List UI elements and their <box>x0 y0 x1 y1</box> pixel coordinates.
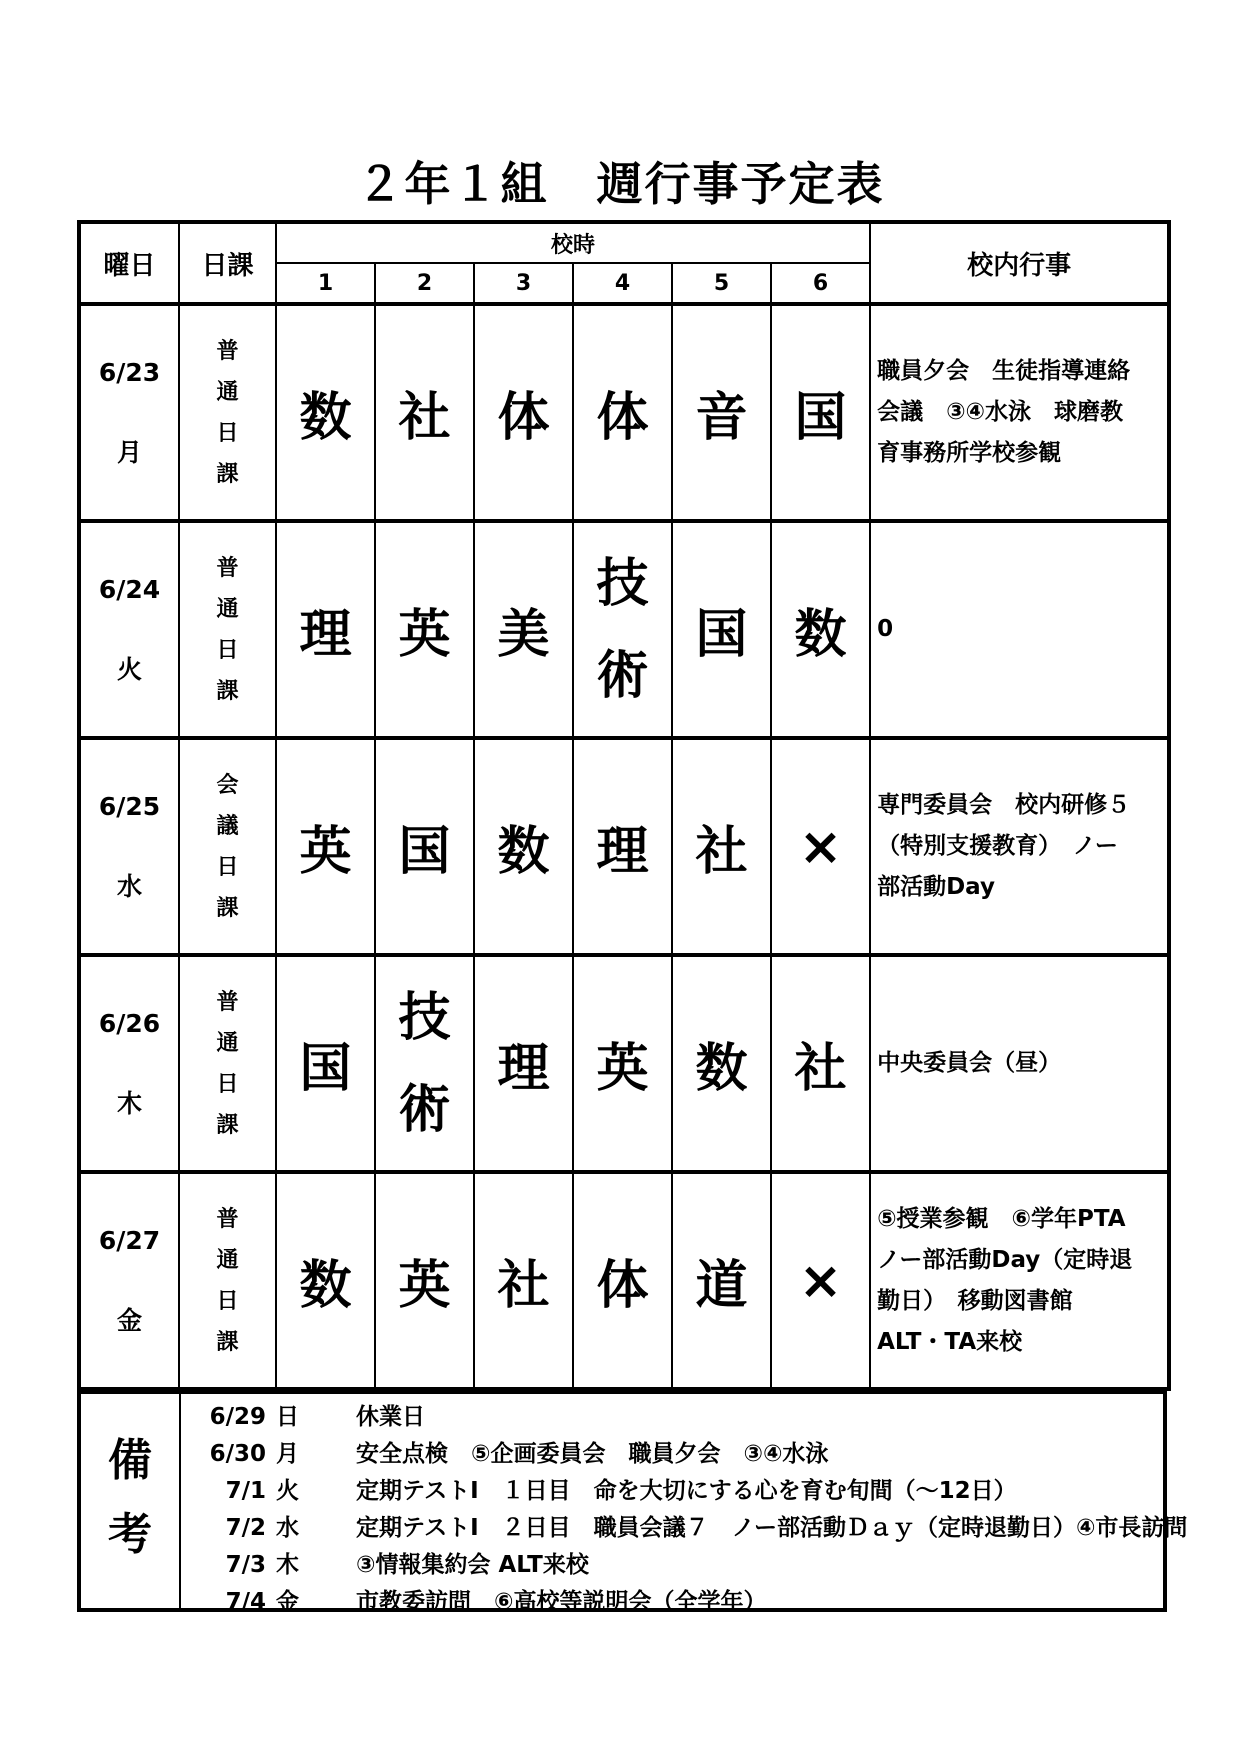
subject-cell <box>672 304 771 521</box>
period-number: 1 <box>276 263 375 304</box>
event-line: ⑤授業参観 ⑥学年PTA <box>877 1205 1126 1232</box>
note-item <box>181 1509 1188 1545</box>
day-weekday: 火 <box>116 654 142 684</box>
note-weekday: 月 <box>276 1441 299 1467</box>
note-date: 7/2 <box>225 1515 266 1541</box>
header-koji: 校時 <box>276 222 870 263</box>
day-date: 6/25 <box>98 791 161 821</box>
event-line: 0 <box>877 616 894 642</box>
period-number: 6 <box>771 263 870 304</box>
subject-text: 体 <box>596 1256 649 1316</box>
event-line: 部活動Day <box>877 874 995 900</box>
subject-cell <box>276 521 375 738</box>
note-text: 休業日 <box>356 1404 425 1430</box>
page-title: ２年１組 週行事予定表 <box>356 157 885 211</box>
subject-text: 国 <box>299 1039 352 1099</box>
day-nikka <box>179 955 276 1172</box>
day-date-cell <box>79 738 179 955</box>
event-line: ノー部活動Day（定時退 <box>877 1246 1133 1273</box>
day-date: 6/27 <box>98 1225 161 1255</box>
subject-text: 技 <box>596 553 649 614</box>
subject-cell <box>276 304 375 521</box>
subject-cell <box>771 521 870 738</box>
subject-text: 社 <box>794 1039 847 1099</box>
period-number: 4 <box>573 263 672 304</box>
subject-text: 国 <box>695 605 748 665</box>
note-date: 7/4 <box>225 1589 266 1615</box>
nikka-char: 会 <box>216 772 239 798</box>
subject-cell <box>771 304 870 521</box>
subject-cell <box>573 521 672 738</box>
notes-section <box>77 1390 1188 1615</box>
subject-cell <box>474 1172 573 1389</box>
nikka-char: 課 <box>216 461 239 487</box>
day-nikka <box>179 1172 276 1389</box>
subject-text: 理 <box>596 822 649 882</box>
subject-text: 数 <box>299 388 352 448</box>
subject-text: 国 <box>398 822 451 882</box>
nikka-char: 課 <box>216 678 239 704</box>
subject-cell <box>771 955 870 1172</box>
subject-text: 数 <box>497 822 550 882</box>
subject-cell <box>672 955 771 1172</box>
day-date: 6/26 <box>98 1008 161 1038</box>
day-row <box>79 1172 1169 1389</box>
day-date: 6/24 <box>98 574 161 604</box>
nikka-char: 課 <box>216 1112 239 1138</box>
subject-text: 体 <box>497 388 550 448</box>
event-line: 中央委員会（昼） <box>877 1050 1062 1076</box>
note-item <box>181 1583 767 1619</box>
events-cell <box>870 521 1169 738</box>
nikka-char: 課 <box>216 1329 239 1355</box>
subject-cell <box>276 738 375 955</box>
subject-text: 英 <box>398 1256 451 1316</box>
subject-text: 術 <box>596 645 649 706</box>
subject-cell <box>375 955 474 1172</box>
note-item <box>181 1546 589 1582</box>
subject-cell <box>573 304 672 521</box>
subject-text: × <box>798 1250 843 1311</box>
note-date: 6/30 <box>209 1441 266 1467</box>
nikka-char: 議 <box>216 813 239 839</box>
note-text: 市教委訪問 ⑥高校等説明会（全学年） <box>356 1589 767 1615</box>
notes-label <box>81 1394 181 1608</box>
day-nikka <box>179 521 276 738</box>
subject-cell <box>672 521 771 738</box>
subject-cell <box>474 304 573 521</box>
note-text: 安全点検 ⑤企画委員会 職員夕会 ③④水泳 <box>356 1441 829 1467</box>
subject-cell <box>375 738 474 955</box>
subject-cell <box>474 738 573 955</box>
note-text: ③情報集約会 ALT来校 <box>356 1552 589 1578</box>
subject-cell <box>672 1172 771 1389</box>
nikka-char: 普 <box>216 555 239 581</box>
nikka-char: 通 <box>216 1247 239 1273</box>
day-row <box>79 738 1169 955</box>
day-date-cell <box>79 304 179 521</box>
subject-text: 社 <box>398 388 451 448</box>
subject-text: 英 <box>596 1039 649 1099</box>
note-date: 7/3 <box>225 1552 266 1578</box>
note-item <box>181 1435 829 1471</box>
schedule-table <box>77 220 1171 1391</box>
note-weekday: 水 <box>276 1515 299 1541</box>
subject-text: × <box>798 816 843 877</box>
nikka-char: 日 <box>216 637 239 663</box>
note-text: 定期テストⅠ １日目 命を大切にする心を育む旬間（～12日） <box>356 1478 1017 1504</box>
subject-cell <box>276 955 375 1172</box>
subject-text: 数 <box>794 605 847 665</box>
day-row <box>79 304 1169 521</box>
subject-cell <box>573 738 672 955</box>
period-number: 5 <box>672 263 771 304</box>
event-line: 職員夕会 生徒指導連絡 <box>877 358 1131 384</box>
period-number: 3 <box>474 263 573 304</box>
nikka-char: 普 <box>216 1206 239 1232</box>
subject-cell <box>375 304 474 521</box>
subject-text: 数 <box>695 1039 748 1099</box>
subject-text: 理 <box>497 1039 550 1099</box>
subject-text: 英 <box>299 822 352 882</box>
day-date-cell <box>79 521 179 738</box>
event-line: ALT・TA来校 <box>877 1328 1023 1355</box>
day-date-cell <box>79 1172 179 1389</box>
subject-cell <box>771 738 870 955</box>
day-row <box>79 521 1169 738</box>
subject-text: 美 <box>497 605 550 665</box>
day-date: 6/23 <box>98 357 161 387</box>
day-date-cell <box>79 955 179 1172</box>
subject-text: 理 <box>299 605 352 665</box>
nikka-char: 日 <box>216 420 239 446</box>
subject-text: 国 <box>794 388 847 448</box>
nikka-char: 普 <box>216 338 239 364</box>
subject-cell <box>375 521 474 738</box>
nikka-char: 通 <box>216 1030 239 1056</box>
event-line: （特別支援教育） ノー <box>877 833 1118 859</box>
day-weekday: 木 <box>116 1088 142 1118</box>
event-line: 育事務所学校参観 <box>877 440 1062 466</box>
day-nikka <box>179 304 276 521</box>
subject-cell <box>573 1172 672 1389</box>
nikka-char: 日 <box>216 1288 239 1314</box>
subject-cell <box>276 1172 375 1389</box>
events-cell <box>870 1172 1169 1389</box>
period-number: 2 <box>375 263 474 304</box>
subject-text: 術 <box>398 1079 451 1140</box>
header-nikka: 日課 <box>179 222 276 304</box>
header-events: 校内行事 <box>870 222 1169 304</box>
nikka-char: 普 <box>216 989 239 1015</box>
subject-text: 社 <box>497 1256 550 1316</box>
nikka-char: 日 <box>216 854 239 880</box>
nikka-char: 日 <box>216 1071 239 1097</box>
note-weekday: 金 <box>276 1589 299 1615</box>
events-cell <box>870 304 1169 521</box>
note-weekday: 日 <box>276 1404 299 1430</box>
subject-text: 道 <box>695 1256 748 1316</box>
subject-cell <box>474 521 573 738</box>
subject-cell <box>672 738 771 955</box>
header-youbi: 曜日 <box>79 222 179 304</box>
day-nikka <box>179 738 276 955</box>
day-weekday: 水 <box>116 871 142 901</box>
notes-label-char: 考 <box>108 1509 152 1560</box>
subject-cell <box>474 955 573 1172</box>
events-cell <box>870 955 1169 1172</box>
subject-text: 体 <box>596 388 649 448</box>
day-row <box>79 955 1169 1172</box>
subject-cell <box>375 1172 474 1389</box>
nikka-char: 通 <box>216 379 239 405</box>
notes-label-char: 備 <box>108 1435 152 1486</box>
note-item <box>181 1398 425 1434</box>
nikka-char: 課 <box>216 895 239 921</box>
event-line: 会議 ③④水泳 球磨教 <box>877 399 1124 425</box>
note-date: 6/29 <box>209 1404 266 1430</box>
event-line: 専門委員会 校内研修５ <box>877 792 1131 818</box>
note-text: 定期テストⅠ ２日目 職員会議７ ノー部活動Ｄａｙ（定時退勤日）④市長訪問 <box>356 1515 1188 1541</box>
subject-cell <box>771 1172 870 1389</box>
note-weekday: 木 <box>276 1552 299 1578</box>
note-weekday: 火 <box>276 1478 299 1504</box>
subject-text: 技 <box>398 987 451 1048</box>
note-item <box>181 1472 1017 1508</box>
subject-cell <box>573 955 672 1172</box>
subject-text: 音 <box>695 388 748 448</box>
nikka-char: 通 <box>216 596 239 622</box>
note-date: 7/1 <box>225 1478 266 1504</box>
subject-text: 数 <box>299 1256 352 1316</box>
day-weekday: 月 <box>116 437 142 467</box>
subject-text: 英 <box>398 605 451 665</box>
day-weekday: 金 <box>116 1305 142 1335</box>
event-line: 勤日） 移動図書館 <box>877 1287 1073 1314</box>
subject-text: 社 <box>695 822 748 882</box>
events-cell <box>870 738 1169 955</box>
